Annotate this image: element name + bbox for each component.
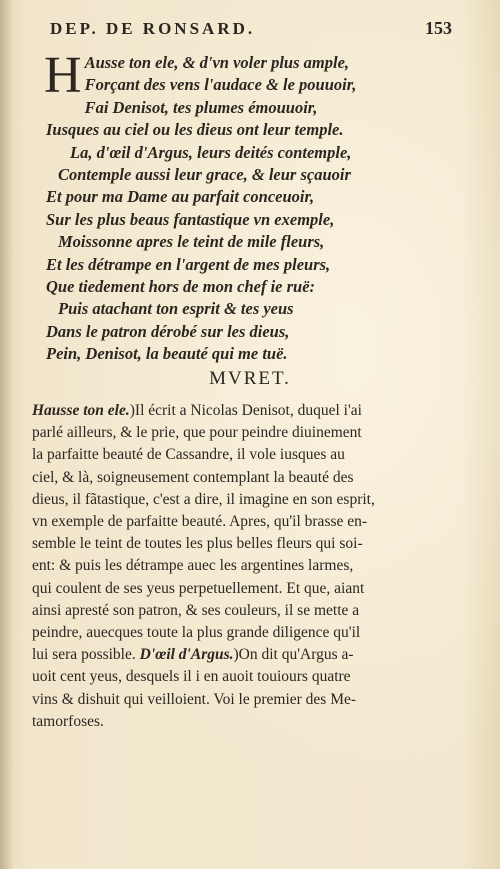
poem-line: Et les détrampe en l'argent de mes pleurs, bbox=[46, 254, 331, 274]
page-number: 153 bbox=[425, 18, 452, 38]
commentary-line: vn exemple de parfaitte beauté. Apres, qu'il brasse en- bbox=[32, 513, 368, 531]
commentary-line: qui coulent de ses yeus perpetuellement. Et que, aiant bbox=[32, 579, 365, 597]
lemma: D'œil d'Argus. bbox=[139, 646, 234, 664]
commentary-line: peindre, auecques toute la plus grande diligence qu'il bbox=[32, 624, 361, 642]
commentary-line: semble le teint de toutes les plus belles fleurs qui soi- bbox=[32, 535, 363, 553]
commentary-line: uoit cent yeus, desquels il i en auoit touiours quatre bbox=[32, 668, 351, 686]
commentary-line: parlé ailleurs, & le prie, que pour peindre diuinement bbox=[32, 424, 362, 442]
poem-line: Forçant des vens l'audace & le pouuoir, bbox=[84, 75, 357, 95]
commentary-line: ciel, & là, soigneusement contemplant la beauté des bbox=[32, 468, 354, 486]
poem-line: Fai Denisot, tes plumes émouuoir, bbox=[84, 97, 318, 117]
poem-line: Moissonne apres le teint de mile fleurs, bbox=[58, 232, 325, 252]
poem-line: Puis atachant ton esprit & tes yeus bbox=[58, 299, 294, 319]
commentary-line: ainsi apresté son patron, & ses couleurs, il se mette a bbox=[32, 601, 360, 619]
poem-line: Iusques au ciel ou les dieus ont leur temple. bbox=[46, 120, 344, 140]
poem-line: Que tiedement hors de mon chef ie ruë: bbox=[46, 277, 316, 297]
commentary-text bbox=[32, 400, 468, 733]
poem-line: Pein, Denisot, la beauté qui me tuë. bbox=[46, 344, 288, 364]
commentary-line: la parfaitte beauté de Cassandre, il vole iusques au bbox=[32, 446, 345, 464]
commentary-line: dieus, il fãtastique, c'est a dire, il imagine en son esprit, bbox=[32, 490, 375, 508]
poem-line: La, d'œil d'Argus, leurs deités contemple, bbox=[70, 142, 352, 162]
commentary-line: ent: & puis les détrampe auec les argentines larmes, bbox=[32, 557, 354, 575]
page-header bbox=[50, 18, 452, 39]
commentary-line: vins & dishuit qui veilloient. Voi le premier des Me- bbox=[32, 690, 357, 708]
commentary-title: MVRET. bbox=[209, 368, 291, 389]
poem-line: Et pour ma Dame au parfait conceuoir, bbox=[46, 187, 315, 207]
running-head: DEP. DE RONSARD. bbox=[50, 19, 256, 38]
page-gutter-shadow bbox=[0, 0, 14, 869]
commentary-line: lui sera possible. D'œil d'Argus.)On dit qu'Argus a- bbox=[32, 646, 354, 664]
poem-line: Sur les plus beaus fantastique vn exemple, bbox=[46, 209, 335, 229]
poem-line: Contemple aussi leur grace, & leur sçauoir bbox=[58, 165, 351, 185]
commentary-line: Hausse ton ele.)Il écrit a Nicolas Denisot, duquel i'ai bbox=[32, 402, 362, 419]
commentary-line: tamorfoses. bbox=[32, 712, 104, 730]
drop-cap: H bbox=[44, 47, 82, 104]
poem-line: Dans le patron dérobé sur les dieus, bbox=[46, 321, 290, 341]
lemma: Hausse ton ele. bbox=[32, 402, 130, 419]
sonnet bbox=[44, 47, 466, 366]
poem-line: H Ausse ton ele, & d'vn voler plus ample, bbox=[44, 47, 350, 104]
